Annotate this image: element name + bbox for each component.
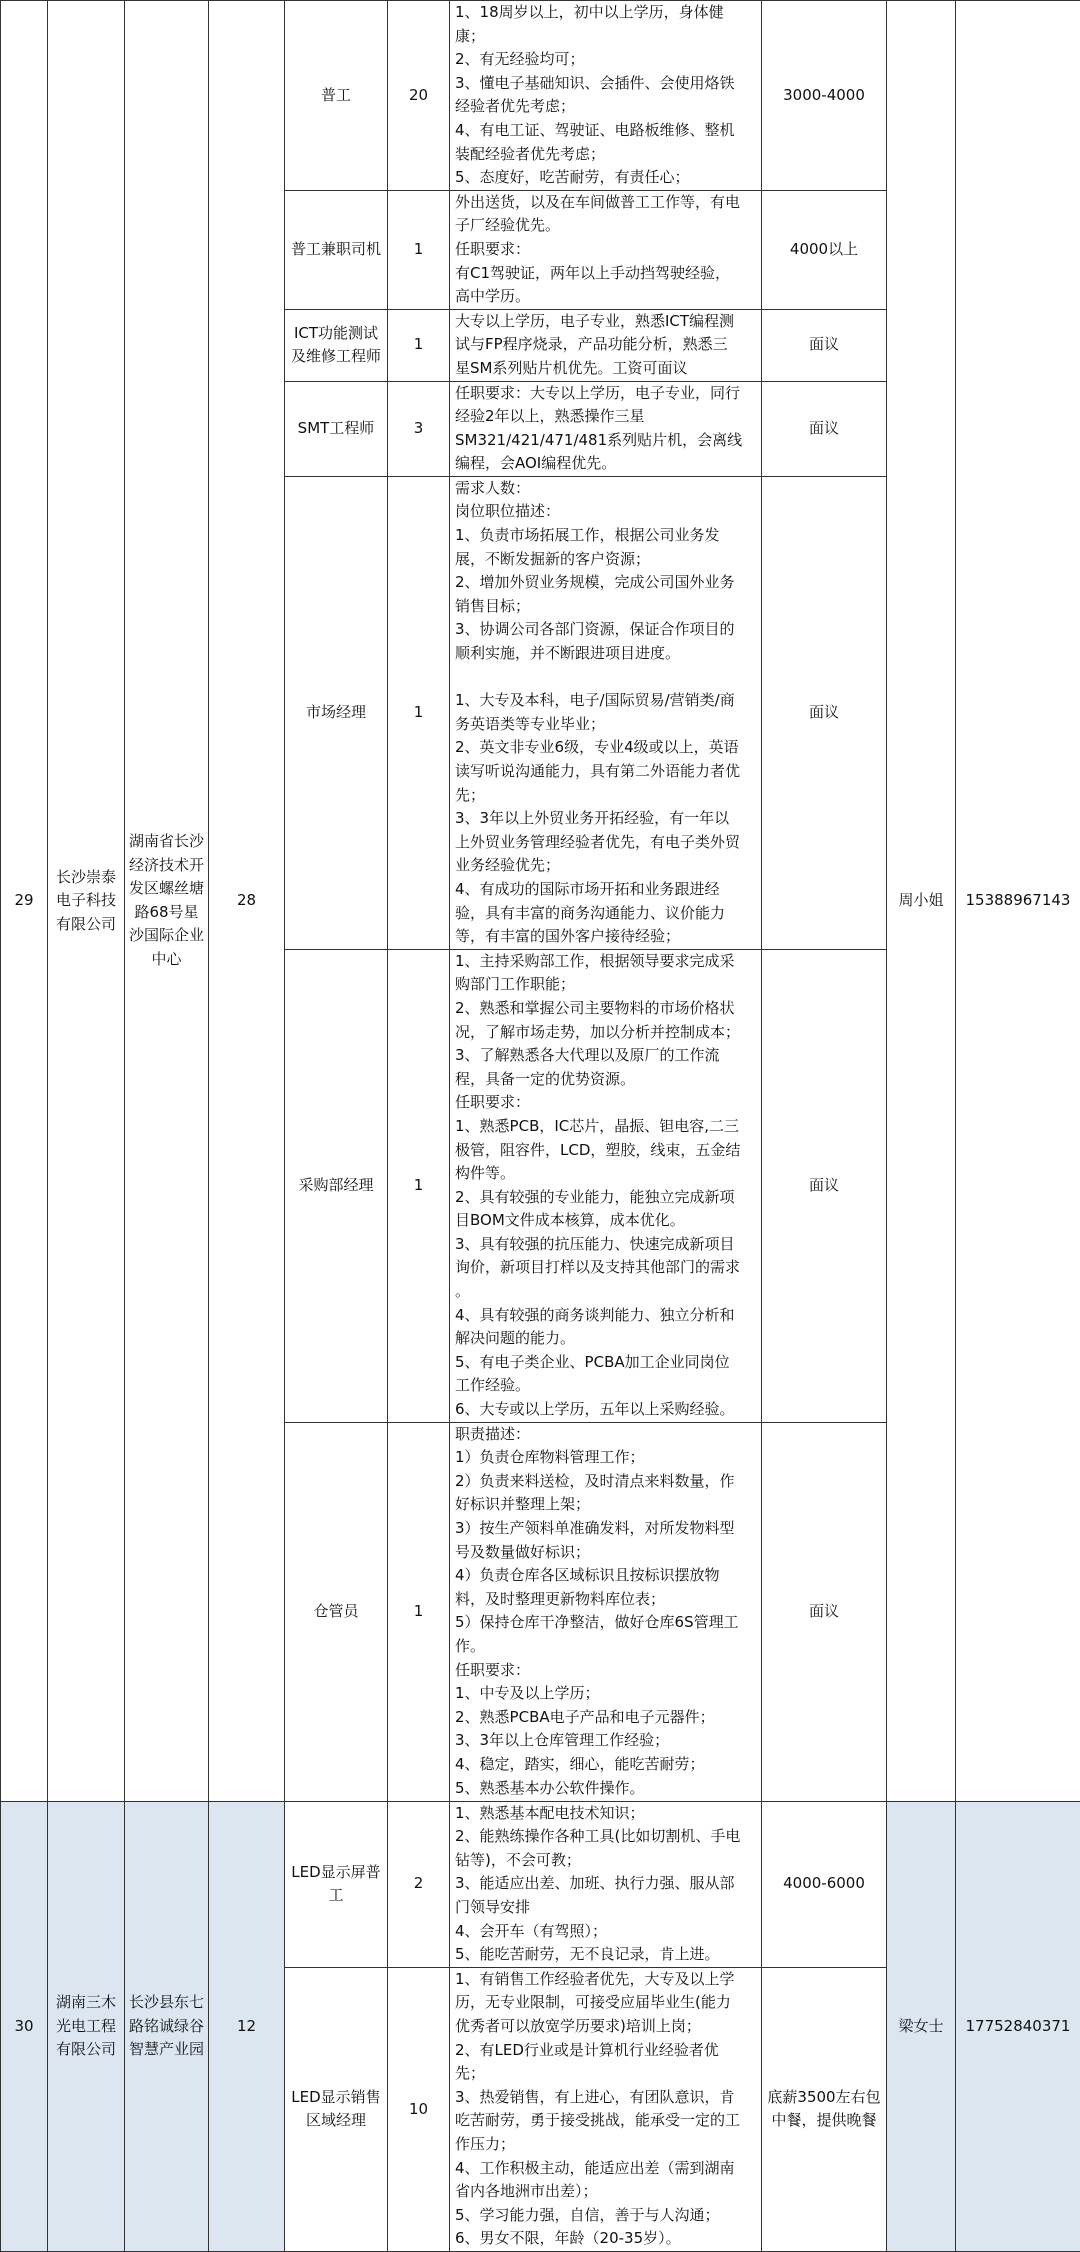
requirement-line: 6、男女不限，年龄（20-35岁）。 bbox=[455, 2227, 756, 2251]
requirement-line: 1）负责仓库物料管理工作； bbox=[455, 1446, 756, 1470]
requirement-line: 上外贸业务管理经验者优先，有电子类外贸 bbox=[455, 831, 756, 855]
requirement-line: 编程，会AOI编程优先。 bbox=[455, 452, 756, 476]
requirement-line: 门领导安排 bbox=[455, 1896, 756, 1920]
job-title: LED显示屏普工 bbox=[285, 1801, 388, 1967]
job-salary: 面议 bbox=[762, 309, 887, 381]
requirement-line: 。 bbox=[455, 1280, 756, 1304]
company-name: 长沙崇泰电子科技有限公司 bbox=[48, 1, 125, 1802]
requirement-line: 外出送货，以及在车间做普工工作等，有电 bbox=[455, 191, 756, 215]
job-count: 20 bbox=[388, 1, 450, 191]
requirement-line: 5、熟悉基本办公软件操作。 bbox=[455, 1777, 756, 1801]
requirement-line: 岗位职位描述： bbox=[455, 500, 756, 524]
requirement-line: 2、熟悉和掌握公司主要物料的市场价格状 bbox=[455, 997, 756, 1021]
requirement-line: 1、中专及以上学历； bbox=[455, 1682, 756, 1706]
job-requirements bbox=[450, 1, 762, 191]
requirement-line: 购部门工作职能； bbox=[455, 973, 756, 997]
requirement-line: 极管，阻容件，LCD，塑胶，线束，五金结 bbox=[455, 1139, 756, 1163]
requirement-line: 经验2年以上，熟悉操作三星 bbox=[455, 405, 756, 429]
requirement-line: 料，及时整理更新物料库位表； bbox=[455, 1588, 756, 1612]
requirement-line: 4、有电工证、驾驶证、电路板维修、整机 bbox=[455, 119, 756, 143]
requirement-line: 展，不断发掘新的客户资源； bbox=[455, 548, 756, 572]
company-address: 长沙县东七路铭诚绿谷智慧产业园 bbox=[125, 1801, 209, 2251]
job-salary: 面议 bbox=[762, 1422, 887, 1801]
requirement-line: 4、具有较强的商务谈判能力、独立分析和 bbox=[455, 1304, 756, 1328]
requirement-line: 3、3年以上外贸业务开拓经验，有一年以 bbox=[455, 807, 756, 831]
requirement-line: 吃苦耐劳，勇于接受挑战，能承受一定的工 bbox=[455, 2109, 756, 2133]
requirement-line: 销售目标； bbox=[455, 595, 756, 619]
job-salary: 面议 bbox=[762, 949, 887, 1422]
job-salary: 3000-4000 bbox=[762, 1, 887, 191]
requirement-line: 1、主持采购部工作，根据领导要求完成采 bbox=[455, 950, 756, 974]
requirement-line: 1、负责市场拓展工作，根据公司业务发 bbox=[455, 524, 756, 548]
requirement-line: 子厂经验优先。 bbox=[455, 214, 756, 238]
requirement-line: 3、协调公司各部门资源，保证合作项目的 bbox=[455, 618, 756, 642]
requirement-line: 2、有无经验均可； bbox=[455, 48, 756, 72]
job-title: 采购部经理 bbox=[285, 949, 388, 1422]
requirement-line: 优秀者可以放宽学历要求)培训上岗； bbox=[455, 2015, 756, 2039]
requirement-line: 4、工作积极主动，能适应出差（需到湖南 bbox=[455, 2157, 756, 2181]
requirement-line: 3、了解熟悉各大代理以及原厂的工作流 bbox=[455, 1044, 756, 1068]
requirement-line: 5、学习能力强，自信，善于与人沟通； bbox=[455, 2204, 756, 2228]
requirement-line bbox=[455, 666, 756, 690]
job-title: 仓管员 bbox=[285, 1422, 388, 1801]
job-title: 普工 bbox=[285, 1, 388, 191]
contact-person: 梁女士 bbox=[887, 1801, 956, 2251]
job-title: 市场经理 bbox=[285, 476, 388, 949]
requirement-line: 3、能适应出差、加班、执行力强、服从部 bbox=[455, 1872, 756, 1896]
requirement-line: 5、有电子类企业、PCBA加工企业同岗位 bbox=[455, 1351, 756, 1375]
requirement-line: 4）负责仓库各区域标识且按标识摆放物 bbox=[455, 1564, 756, 1588]
requirement-line: 作压力； bbox=[455, 2133, 756, 2157]
requirement-line: 3）按生产领料单准确发料，对所发物料型 bbox=[455, 1517, 756, 1541]
contact-person: 周小姐 bbox=[887, 1, 956, 1802]
requirement-line: 历，无专业限制，可接受应届毕业生(能力 bbox=[455, 1991, 756, 2015]
contact-phone: 17752840371 bbox=[956, 1801, 1080, 2251]
job-requirements bbox=[450, 476, 762, 949]
requirement-line: 等，有丰富的国外客户接待经验； bbox=[455, 925, 756, 949]
requirement-line: 任职要求： bbox=[455, 238, 756, 262]
requirement-line: 5、态度好，吃苦耐劳，有责任心； bbox=[455, 166, 756, 190]
contact-phone: 15388967143 bbox=[956, 1, 1080, 1802]
requirement-line: 程，具备一定的优势资源。 bbox=[455, 1068, 756, 1092]
requirement-line: 验，具有丰富的商务沟通能力、议价能力 bbox=[455, 902, 756, 926]
requirement-line: 2、有LED行业或是计算机行业经验者优 bbox=[455, 2039, 756, 2063]
requirement-line: 钻等)，不会可教； bbox=[455, 1849, 756, 1873]
job-count: 1 bbox=[388, 476, 450, 949]
job-title: LED显示销售区域经理 bbox=[285, 1967, 388, 2251]
requirement-line: 工作经验。 bbox=[455, 1374, 756, 1398]
requirement-line: 务英语类等专业毕业； bbox=[455, 713, 756, 737]
job-salary: 面议 bbox=[762, 381, 887, 476]
requirement-line: 先； bbox=[455, 784, 756, 808]
requirement-line: 试与FP程序烧录，产品功能分析，熟悉三 bbox=[455, 333, 756, 357]
requirement-line: 4、稳定，踏实，细心，能吃苦耐劳； bbox=[455, 1753, 756, 1777]
requirement-line: 职责描述： bbox=[455, 1423, 756, 1447]
job-requirements bbox=[450, 949, 762, 1422]
total-headcount: 12 bbox=[209, 1801, 285, 2251]
job-count: 1 bbox=[388, 190, 450, 309]
requirement-line: 装配经验者优先考虑； bbox=[455, 143, 756, 167]
requirement-line: 高中学历。 bbox=[455, 285, 756, 309]
requirement-line: 任职要求： bbox=[455, 1659, 756, 1683]
requirement-line: 询价，新项目打样以及支持其他部门的需求 bbox=[455, 1256, 756, 1280]
company-address: 湖南省长沙经济技术开发区螺丝塘路68号星沙国际企业中心 bbox=[125, 1, 209, 1802]
job-title: ICT功能测试及维修工程师 bbox=[285, 309, 388, 381]
job-requirements bbox=[450, 1967, 762, 2251]
job-count: 1 bbox=[388, 949, 450, 1422]
requirement-line: 有C1驾驶证，两年以上手动挡驾驶经验， bbox=[455, 262, 756, 286]
requirement-line: 2、增加外贸业务规模，完成公司国外业务 bbox=[455, 571, 756, 595]
requirement-line: 康； bbox=[455, 25, 756, 49]
requirement-line: 2、能熟练操作各种工具(比如切割机、手电 bbox=[455, 1825, 756, 1849]
requirement-line: 5、能吃苦耐劳，无不良记录，肯上进。 bbox=[455, 1943, 756, 1967]
requirement-line: 需求人数： bbox=[455, 477, 756, 501]
company-number: 29 bbox=[1, 1, 48, 1802]
requirement-line: 4、会开车（有驾照）； bbox=[455, 1920, 756, 1944]
requirement-line: 目BOM文件成本核算，成本优化。 bbox=[455, 1209, 756, 1233]
job-salary: 4000-6000 bbox=[762, 1801, 887, 1967]
requirement-line: 2、具有较强的专业能力，能独立完成新项 bbox=[455, 1186, 756, 1210]
job-count: 1 bbox=[388, 309, 450, 381]
requirement-line: 省内各地洲市出差）； bbox=[455, 2180, 756, 2204]
requirement-line: 星SM系列贴片机优先。工资可面议 bbox=[455, 357, 756, 381]
requirement-line: 1、大专及本科，电子/国际贸易/营销类/商 bbox=[455, 689, 756, 713]
requirement-line: 6、大专或以上学历，五年以上采购经验。 bbox=[455, 1398, 756, 1422]
requirement-line: 5）保持仓库干净整洁，做好仓库6S管理工 bbox=[455, 1611, 756, 1635]
job-count: 3 bbox=[388, 381, 450, 476]
job-salary: 4000以上 bbox=[762, 190, 887, 309]
requirement-line: 2、熟悉PCBA电子产品和电子元器件； bbox=[455, 1706, 756, 1730]
job-count: 10 bbox=[388, 1967, 450, 2251]
requirement-line: 解决问题的能力。 bbox=[455, 1327, 756, 1351]
requirement-line: 2）负责来料送检，及时清点来料数量，作 bbox=[455, 1470, 756, 1494]
requirement-line: SM321/421/471/481系列贴片机，会离线 bbox=[455, 429, 756, 453]
requirement-line: 1、熟悉PCB，IC芯片，晶振、钽电容,二三 bbox=[455, 1115, 756, 1139]
requirement-line: 经验者优先考虑； bbox=[455, 95, 756, 119]
requirement-line: 大专以上学历，电子专业，熟悉ICT编程测 bbox=[455, 310, 756, 334]
requirement-line: 1、有销售工作经验者优先，大专及以上学 bbox=[455, 1968, 756, 1992]
requirement-line: 3、热爱销售，有上进心，有团队意识，肯 bbox=[455, 2086, 756, 2110]
requirement-line: 3、3年以上仓库管理工作经验； bbox=[455, 1729, 756, 1753]
company-name: 湖南三木光电工程有限公司 bbox=[48, 1801, 125, 2251]
job-title: 普工兼职司机 bbox=[285, 190, 388, 309]
job-requirements bbox=[450, 381, 762, 476]
table-body bbox=[1, 1, 1080, 2252]
requirement-line: 构件等。 bbox=[455, 1162, 756, 1186]
requirement-line: 好标识并整理上架； bbox=[455, 1493, 756, 1517]
requirement-line: 2、英文非专业6级，专业4级或以上，英语 bbox=[455, 736, 756, 760]
job-count: 1 bbox=[388, 1422, 450, 1801]
job-salary: 面议 bbox=[762, 476, 887, 949]
requirement-line: 号及数量做好标识； bbox=[455, 1541, 756, 1565]
job-salary: 底薪3500左右包中餐，提供晚餐 bbox=[762, 1967, 887, 2251]
job-requirements bbox=[450, 1801, 762, 1967]
requirement-line: 任职要求： bbox=[455, 1091, 756, 1115]
requirement-line: 3、具有较强的抗压能力、快速完成新项目 bbox=[455, 1233, 756, 1257]
requirement-line: 1、18周岁以上，初中以上学历，身体健 bbox=[455, 1, 756, 25]
requirement-line: 作。 bbox=[455, 1635, 756, 1659]
requirement-line: 先； bbox=[455, 2062, 756, 2086]
job-requirements bbox=[450, 309, 762, 381]
requirement-line: 4、有成功的国际市场开拓和业务跟进经 bbox=[455, 878, 756, 902]
requirement-line: 况，了解市场走势，加以分析并控制成本； bbox=[455, 1021, 756, 1045]
table-row bbox=[1, 1801, 1080, 1967]
job-count: 2 bbox=[388, 1801, 450, 1967]
requirement-line: 1、熟悉基本配电技术知识； bbox=[455, 1802, 756, 1826]
job-title: SMT工程师 bbox=[285, 381, 388, 476]
requirement-line: 读写听说沟通能力，具有第二外语能力者优 bbox=[455, 760, 756, 784]
table-row bbox=[1, 1, 1080, 191]
total-headcount: 28 bbox=[209, 1, 285, 1802]
requirement-line: 顺利实施，并不断跟进项目进度。 bbox=[455, 642, 756, 666]
job-requirements bbox=[450, 1422, 762, 1801]
job-requirements bbox=[450, 190, 762, 309]
company-number: 30 bbox=[1, 1801, 48, 2251]
requirement-line: 3、懂电子基础知识、会插件、会使用烙铁 bbox=[455, 72, 756, 96]
requirement-line: 业务经验优先； bbox=[455, 854, 756, 878]
requirement-line: 任职要求：大专以上学历，电子专业，同行 bbox=[455, 382, 756, 406]
